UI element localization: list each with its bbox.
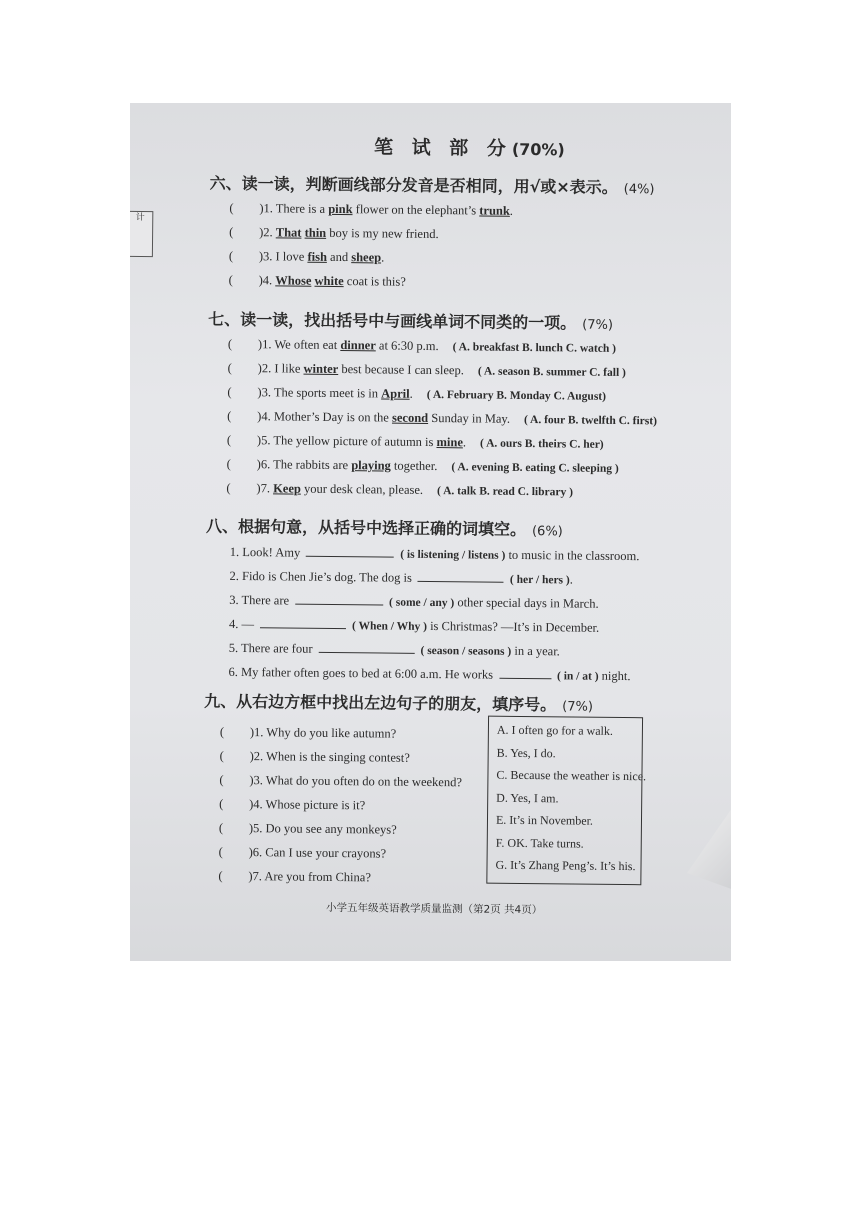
item-text: The sports meet is in [270,385,382,401]
underlined-word: mine [436,435,464,450]
answer-options-box [486,716,647,886]
item-text: together. [390,458,438,474]
answer-blank [260,617,346,629]
underlined-word: white [314,273,344,289]
fill-blank-item [229,641,560,659]
match-answer-option: C. Because the weather is nice. [496,767,647,784]
answer-blank [418,571,504,583]
choice-options: ( A. February B. Monday C. August) [426,388,607,403]
answer-blank [318,642,414,654]
word-choices: ( some / any ) [389,596,455,610]
underlined-word: thin [304,225,327,240]
item-text: I like [271,361,304,376]
answer-paren: ( [219,772,224,787]
item-text: The yellow picture of autumn is [270,433,437,450]
item-text: flower on the elephant’s [352,202,480,218]
item-text: Sunday in May. [428,410,511,426]
word-choices: ( her / hers ) [509,573,570,587]
odd-one-out-item [227,433,604,452]
item-text: . [462,435,467,450]
choice-options: ( A. talk B. read C. library ) [437,485,573,499]
item-text: at 6:30 p.m. [375,338,439,354]
word-choices: ( is listening / listens ) [400,548,506,562]
answer-paren: ( [227,384,232,399]
choice-options: ( A. breakfast B. lunch C. watch ) [452,341,617,355]
match-question [219,845,387,862]
item-number: )4. [258,273,273,288]
match-question [219,821,397,838]
item-text: coat is this? [343,274,406,289]
item-text: Mother’s Day is on the [270,409,393,425]
item-number: )5. [256,433,271,448]
fill-blank-item [228,665,630,684]
odd-one-out-item [227,457,619,476]
judge-item [229,273,406,290]
item-text: . [509,203,514,218]
item-number: )2. [259,225,273,240]
underlined-word: dinner [340,338,376,353]
answer-blank [499,668,551,680]
match-answer-option: G. It’s Zhang Peng’s. It’s his. [495,857,636,874]
section-9-heading: 九、从右边方框中找出左边句子的朋友，填序号。 (7%) [204,691,594,715]
choice-options: ( A. four B. twelfth C. first) [523,413,658,428]
odd-one-out-item [228,361,626,380]
item-text: . [409,386,413,401]
item-text: I love [272,249,308,264]
answer-paren: ( [218,820,224,835]
underlined-word: sheep [351,250,382,265]
fill-blank-item [230,545,640,564]
item-text: . [381,250,385,265]
section-8-heading: 八、根据句意，从括号中选择正确的词填空。 (6%) [205,516,563,540]
odd-one-out-item [226,481,573,500]
answer-paren: ( [227,360,232,375]
odd-one-out-item [227,409,657,428]
match-question [220,725,396,742]
page-footer: 小学五年级英语教学质量监测（第2页 共4页） [325,901,543,917]
underlined-word: April [381,386,410,401]
question-text: )4. Whose picture is it? [249,797,366,813]
answer-paren: ( [229,200,234,215]
answer-paren: ( [218,844,223,859]
document-photo [130,103,731,961]
item-number: )7. [256,481,271,496]
judge-item [229,225,439,242]
answer-paren: ( [226,456,231,471]
word-choices: ( in / at ) [556,670,599,683]
choice-options: ( A. season B. summer C. fall ) [477,365,626,380]
choice-options: ( A. ours B. theirs C. her) [479,437,604,451]
item-text: and [326,249,352,265]
item-text: your desk clean, please. [300,481,424,497]
answer-paren: ( [228,272,233,287]
exam-page [130,103,731,961]
judge-item [229,201,513,219]
item-text: 5. There are four [228,640,313,656]
section-6-heading: 六、读一读，判断画线部分发音是否相同，用√或×表示。 (4%) [209,173,655,198]
underlined-word: pink [328,201,353,217]
item-number: )1. [257,337,272,352]
item-text: 2. Fido is Chen Jie’s dog. The dog is [229,568,413,585]
match-question [220,749,410,766]
match-answer-option: A. I often go for a walk. [496,722,613,738]
underlined-word: That [275,225,302,240]
answer-paren: ( [229,224,234,239]
fill-blank-item [229,593,599,612]
item-number: )2. [257,361,272,376]
word-choices: ( season / seasons ) [420,644,512,658]
underlined-word: second [391,410,429,425]
odd-one-out-item [227,385,606,404]
score-side-tab: 计 [130,211,153,257]
underlined-word: winter [303,361,339,377]
word-choices: ( When / Why ) [351,620,428,633]
item-text: . [569,572,573,587]
item-text: is Christmas? —It’s in December. [426,618,600,635]
item-text: 6. My father often goes to bed at 6:00 a.m. He works [228,664,494,682]
fill-blank-item [229,569,573,588]
fill-blank-item [229,617,599,636]
underlined-word: playing [351,458,391,473]
judge-item [229,249,385,266]
answer-paren: ( [218,868,223,883]
match-answer-option: E. It’s in November. [495,812,594,828]
item-text: other special days in March. [454,595,599,611]
match-answer-option: F. OK. Take turns. [495,835,584,851]
answer-paren: ( [227,408,232,423]
match-question [219,797,365,814]
item-number: )3. [257,385,272,400]
item-text: 1. Look! Amy [229,544,301,560]
page-title: 笔 试 部 分(70%) [373,136,565,160]
odd-one-out-item [228,337,616,356]
item-number: )6. [256,457,271,472]
underlined-word: Keep [273,481,301,496]
item-text: We often eat [271,337,341,353]
answer-paren: ( [226,480,231,495]
underlined-word: trunk [479,203,510,218]
answer-blank [295,594,383,606]
item-text: boy is my new friend. [326,225,439,242]
answer-blank [306,546,394,558]
item-text: night. [598,668,631,684]
choice-options: ( A. evening B. eating C. sleeping ) [451,461,619,475]
item-number: )3. [258,249,273,264]
question-text: )2. When is the singing contest? [249,749,410,765]
item-text: 4. — [228,616,255,632]
question-text: )1. Why do you like autumn? [249,725,397,741]
match-question [219,773,462,791]
item-text: The rabbits are [270,457,352,473]
question-text: )6. Can I use your crayons? [248,845,387,861]
item-text: to music in the classroom. [505,547,640,564]
underlined-word: fish [307,249,328,264]
match-answer-option: D. Yes, I am. [496,790,559,805]
answer-paren: ( [228,248,234,263]
answer-paren: ( [226,432,232,447]
underlined-word: Whose [275,273,312,288]
item-text: in a year. [511,643,560,659]
item-number: )1. [259,201,274,216]
item-text: There is a [272,201,329,216]
item-number: )4. [257,409,271,424]
match-answer-option: B. Yes, I do. [496,745,556,760]
section-7-heading: 七、读一读，找出括号中与画线单词不同类的一项。 (7%) [208,309,614,333]
question-text: )5. Do you see any monkeys? [248,821,397,837]
match-question [218,869,371,886]
answer-paren: ( [227,336,233,351]
question-text: )3. What do you often do on the weekend? [249,773,463,790]
answer-paren: ( [219,724,225,739]
answer-paren: ( [219,796,224,811]
item-text: best because I can sleep. [338,362,464,378]
answer-paren: ( [219,748,224,763]
item-text: 3. There are [229,592,290,608]
question-text: )7. Are you from China? [248,869,371,885]
